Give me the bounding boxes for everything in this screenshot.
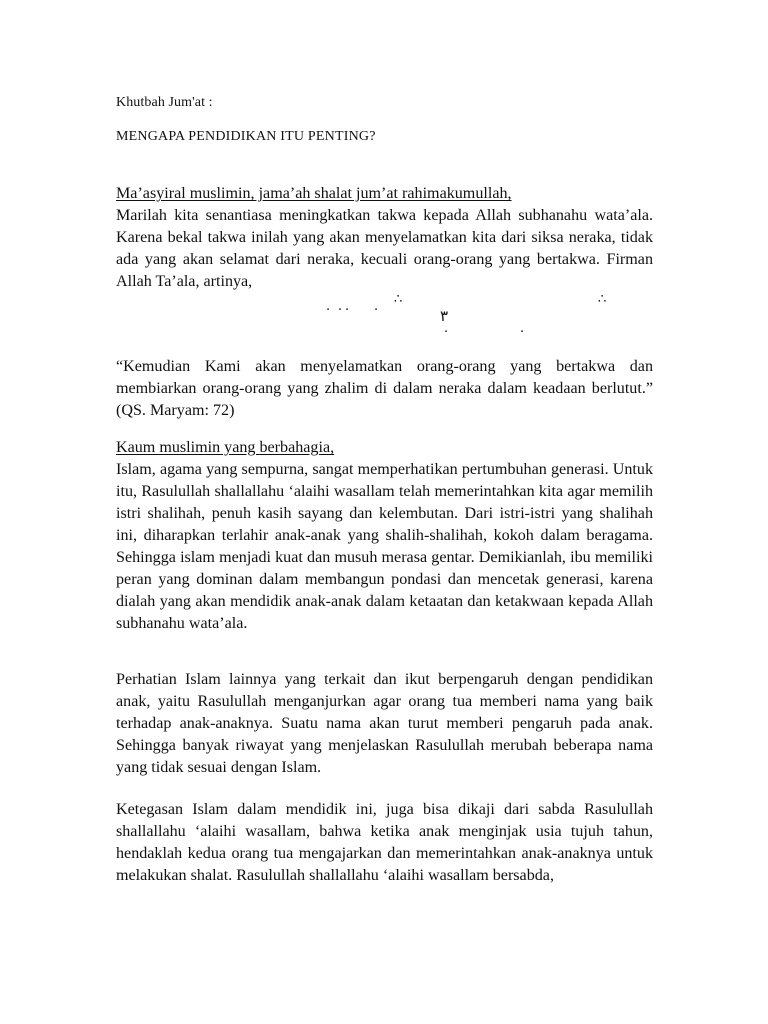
arabic-glyph: ∴ (598, 292, 607, 307)
section-4 (116, 799, 653, 887)
section-2-paragraph: Islam, agama yang sempurna, sangat memperhatikan pertumbuhan generasi. Untuk itu, Rasulullah shallallahu ‘alaihi wasallam telah memerintahkan kita agar memilih istri shalihah, penuh kasih sayang dan kelembutan. Dari istri-istri yang shalihah ini, diharapkan terlahir anak-anak yang shalih-shalihah, kokoh dalam beragama. Sehingga islam menjadi kuat dan musuh merasa gentar. Demikianlah, ibu memiliki peran yang dominan dalam membangun pondasi dan mencetak generasi, karena dialah yang akan mendidik anak-anak dalam ketaatan dan ketakwaan kepada Allah subhanahu wata’ala. (116, 461, 653, 632)
paragraph-3: Perhatian Islam lainnya yang terkait dan ikut berpengaruh dengan pendidikan anak, yaitu Rasulullah menganjurkan agar orang tua memberi nama yang baik terhadap anak-anaknya. Suatu nama akan turut memberi pengaruh pada anak. Sehingga banyak riwayat yang menjelaskan Rasulullah merubah beberapa nama yang tidak sesuai dengan Islam. (116, 671, 653, 776)
arabic-glyph: . (520, 321, 525, 336)
section-2 (116, 437, 653, 635)
section-2-heading: Kaum muslimin yang berbahagia, (116, 439, 335, 456)
arabic-glyph: ٣ (440, 307, 449, 325)
section-1 (116, 183, 653, 293)
document-header: Khutbah Jum'at : (116, 95, 213, 110)
arabic-glyph: . (374, 299, 379, 314)
arabic-glyph: ∴ (394, 292, 403, 307)
arabic-glyph: . (338, 299, 343, 314)
quote-block (116, 356, 653, 422)
quote-text: “Kemudian Kami akan menyelamatkan orang-orang yang bertakwa dan membiarkan orang-orang yang zhalim di dalam neraka dalam keadaan berlutut.” (QS. Maryam: 72) (116, 358, 653, 419)
arabic-verse-fragment (116, 290, 653, 340)
arabic-glyph: . (326, 299, 331, 314)
section-3 (116, 669, 653, 779)
section-1-paragraph: Marilah kita senantiasa meningkatkan takwa kepada Allah subhanahu wata’ala. Karena bekal takwa inilah yang akan menyelamatkan kita dari siksa neraka, tidak ada yang akan selamat dari neraka, kecuali orang-orang yang bertakwa. Firman Allah Ta’ala, artinya, (116, 207, 653, 290)
paragraph-4: Ketegasan Islam dalam mendidik ini, juga bisa dikaji dari sabda Rasulullah shallallahu ‘alaihi wasallam, bahwa ketika anak menginjak usia tujuh tahun, hendaklah kedua orang tua mengajarkan dan memerintahkan anak-anaknya untuk melakukan shalat. Rasulullah shallallahu ‘alaihi wasallam bersabda, (116, 801, 653, 884)
arabic-glyph: . (345, 299, 350, 314)
arabic-glyph: . (444, 321, 449, 336)
section-1-heading: Ma’asyiral muslimin, jama’ah shalat jum’at rahimakumullah, (116, 185, 512, 202)
document-title: MENGAPA PENDIDIKAN ITU PENTING? (116, 129, 376, 144)
